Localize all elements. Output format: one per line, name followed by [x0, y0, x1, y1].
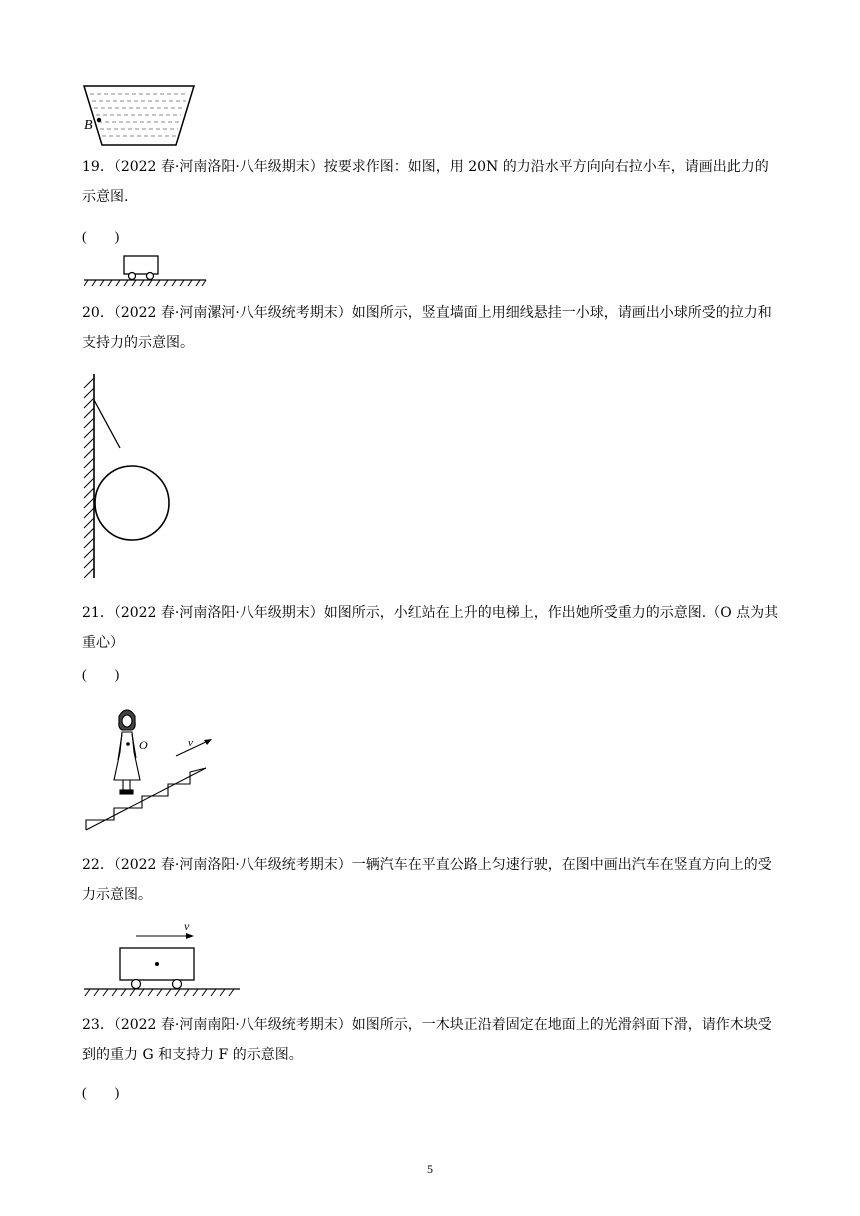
question-19-text: 19．（2022 春·河南洛阳·八年级期末）按要求作图：如图，用 20N 的力沿水平方向向右拉小车，请画出此力的示意图. [82, 159, 769, 205]
escalator-slope [86, 768, 206, 830]
string-line [94, 400, 120, 448]
point-b-label: B [84, 118, 93, 133]
cart-body [124, 256, 158, 274]
question-19-answer-blank: ( ) [82, 230, 120, 245]
car-velocity-label: v [184, 919, 190, 933]
escalator-figure [84, 702, 224, 834]
question-22-text: 22．（2022 春·河南洛阳·八年级统考期末）一辆汽车在平直公路上匀速行驶，在图中画出汽车在竖直方向上的受力示意图。 [82, 857, 772, 903]
cart-wheel-left [129, 273, 136, 280]
car-wheel-left [132, 980, 141, 989]
point-b-dot [97, 118, 101, 122]
ball [95, 466, 169, 540]
center-of-gravity-label: O [139, 738, 148, 752]
container-figure [80, 84, 200, 148]
wall-ball-figure [80, 372, 180, 582]
girl [114, 710, 140, 794]
question-21-text: 21．（2022 春·河南洛阳·八年级期末）如图所示，小红站在上升的电梯上，作出她所受重力的示意图.（O 点为其重心） [82, 605, 779, 651]
center-of-gravity-dot [126, 742, 130, 746]
velocity-arrow [176, 740, 210, 756]
velocity-label: v [188, 737, 193, 749]
question-23-answer-blank: ( ) [82, 1086, 120, 1101]
question-23-text: 23．（2022 春·河南南阳·八年级统考期末）如图所示，一木块正沿着固定在地面上的光滑斜面下滑，请作木块受到的重力 G 和支持力 F 的示意图。 [82, 1017, 772, 1063]
cart-figure [84, 252, 214, 290]
car-figure [84, 918, 244, 1000]
question-21-answer-blank: ( ) [82, 668, 120, 683]
car-center-dot [155, 962, 159, 966]
car-wheel-right [173, 980, 182, 989]
cart-wheel-right [147, 273, 154, 280]
page-number: 5 [427, 1162, 433, 1176]
question-20-text: 20．（2022 春·河南漯河·八年级统考期末）如图所示，竖直墙面上用细线悬挂一小球，请画出小球所受的拉力和支持力的示意图。 [82, 305, 772, 351]
